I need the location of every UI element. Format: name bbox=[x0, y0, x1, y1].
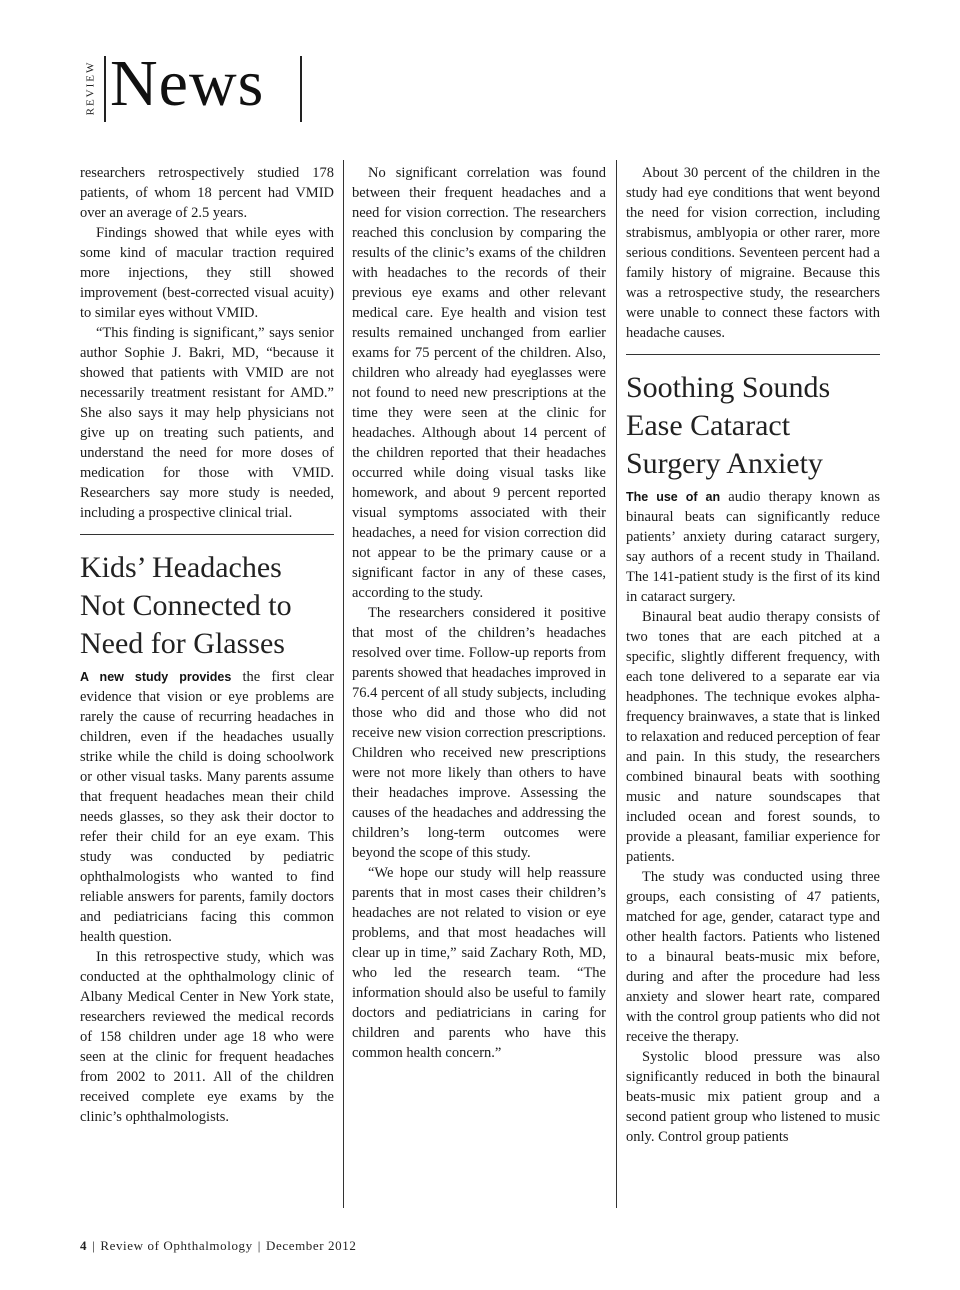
page-number: 4 bbox=[80, 1238, 88, 1253]
body-paragraph: The researchers considered it positive that most of the children’s headaches resolved over time. Follow-up reports from parents showed that headaches improved in 76.4 percent of all study subjects, including those who did and those who did not receive new vision correction prescriptions. Children who received new prescriptions were not more likely than others to have their headaches improve. Assessing the causes of the headaches and addressing the children’s long-term outcomes were beyond the scope of this study. bbox=[352, 605, 606, 861]
masthead-side-label: REVIEW bbox=[84, 60, 97, 116]
column-3 bbox=[626, 163, 880, 1147]
kids-lead-paragraph bbox=[80, 667, 334, 947]
column-divider bbox=[616, 160, 617, 1208]
kids-lead-text: the first clear evidence that vision or eye problems are rarely the cause of recurring headaches in children, even if the headaches usually strike while the child is doing schoolwork or other visual tasks. Many parents assume that frequent headaches mean their child needs glasses, so they ask their doctor to refer their child for an eye exam. This study was conducted by pediatric ophthalmologists who wanted to find reliable answers for parents, family doctors and pediatricians facing this common health question. bbox=[80, 669, 334, 945]
body-paragraph: Findings showed that while eyes with some kind of macular traction required more injections, they still showed improvement (best-corrected visual acuity) to similar eyes without VMID. bbox=[80, 225, 334, 321]
section-divider bbox=[80, 534, 334, 535]
body-paragraph: No significant correlation was found between their frequent headaches and a need for vision correction. The researchers reached this conclusion by comparing the results of the clinic’s exams of the children with headaches to the records of their previous eye exams and other relevant medical care. Eye health and vision test results remained unchanged from earlier exams for 75 percent of the children. Also, children who already had eyeglasses were not found to need new prescriptions at the time they were seen at the clinic for headaches. Although about 14 percent of the children reported that their headaches occurred while doing visual tasks like homework, and about 9 percent reported visual symptoms associated with their headaches, a need for vision correction did not appear to be the primary cause or a significant factor in any of these cases, according to the study. bbox=[352, 165, 606, 601]
sounds-lead-paragraph bbox=[626, 487, 880, 607]
section-divider bbox=[626, 354, 880, 355]
masthead-rule-left bbox=[104, 56, 106, 122]
column-1 bbox=[80, 163, 334, 1127]
body-paragraph: The study was conducted using three groups, each consisting of 47 patients, matched for age, gender, cataract type and other health factors. Patients who listened to a binaural beats-music mix before, during and after the procedure had less anxiety and slower heart rate, compared with the control group patients who did not receive the therapy. bbox=[626, 869, 880, 1045]
body-paragraph: “This finding is significant,” says senior author Sophie J. Bakri, MD, “because it showed that patients with VMID are not necessarily treatment resistant for AMD.” She also says it may help physicians not give up on treating such patients, and understand the need for more doses of medication for those with VMID. Researchers say more study is needed, including a prospective clinical trial. bbox=[80, 325, 334, 521]
masthead-rule-right bbox=[300, 56, 302, 122]
body-paragraph: In this retrospective study, which was conducted at the ophthalmology clinic of Albany Medical Center in New York state, researchers reviewed the medical records of 158 children under age 18 who were seen at the clinic for frequent headaches from 2002 to 2011. All of the children received complete eye exams by the clinic’s ophthalmologists. bbox=[80, 949, 334, 1125]
body-paragraph: Binaural beat audio therapy consists of two tones that are each pitched at a specific, slightly different frequency, with each tone delivered to a separate ear via headphones. The technique evokes alpha-frequency brainwaves, a state that is linked to relaxation and reduced perception of fear and pain. In this study, the researchers combined binaural beats with soothing music and nature soundscapes that included ocean and forest sounds, to provide a pleasant, familiar experience for patients. bbox=[626, 609, 880, 865]
sounds-lead-text: audio therapy known as binaural beats can significantly reduce patients’ anxiety during cataract surgery, say authors of a recent study in Thailand. The 141-patient study is the first of its kind in cataract surgery. bbox=[626, 489, 880, 605]
kids-headline: Kids’ Headaches Not Connected to Need for Glasses bbox=[80, 551, 292, 660]
body-paragraph: Systolic blood pressure was also significantly reduced in both the binaural beats-music mix patient group and a second patient group who listened to music only. Control group patients bbox=[626, 1049, 880, 1145]
kids-lead-in: A new study provides bbox=[80, 670, 232, 684]
body-paragraph: About 30 percent of the children in the study had eye conditions that went beyond the need for vision correction, including strabismus, amblyopia or other rarer, more serious conditions. Seventeen percent had a family history of migraine. Because this was a retrospective study, the researchers were unable to connect these factors with headache causes. bbox=[626, 165, 880, 341]
issue-date: December 2012 bbox=[265, 1238, 357, 1253]
publication-name: Review of Ophthalmology bbox=[100, 1238, 253, 1253]
sounds-headline: Soothing Sounds Ease Cataract Surgery Anxiety bbox=[626, 371, 831, 480]
column-2 bbox=[352, 163, 606, 1063]
body-paragraph: “We hope our study will help reassure parents that in most cases their children’s headaches are not related to vision or eye problems, and that most headaches will clear up in time,” said Zachary Roth, MD, who led the research team. “The information should also be useful to family doctors and pediatricians in caring for children and parents who have this common health concern.” bbox=[352, 865, 606, 1061]
masthead-title: News bbox=[110, 47, 265, 120]
page-footer: 4 | Review of Ophthalmology | December 2012 bbox=[80, 1238, 357, 1253]
sounds-lead-in: The use of an bbox=[626, 490, 721, 504]
body-paragraph: researchers retrospectively studied 178 patients, of whom 18 percent had VMID over an average of 2.5 years. bbox=[80, 165, 334, 221]
column-divider bbox=[343, 160, 344, 1208]
